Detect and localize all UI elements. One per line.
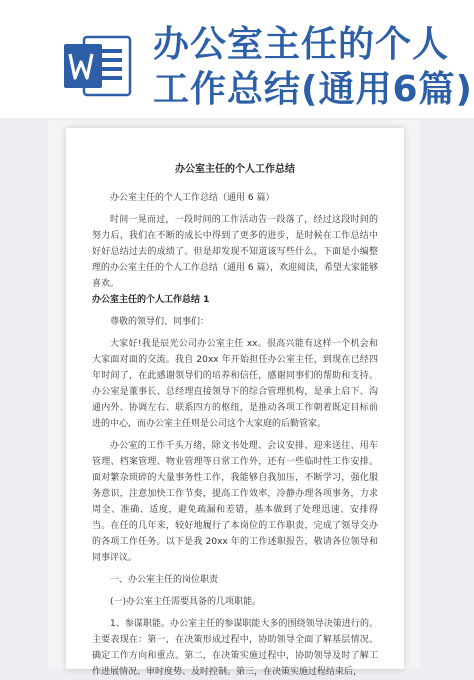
paragraph: 1、参谋职能。办公室主任的参谋职能大多的围绕领导决策进行的。主要表现在：第一，在决策形成过程中，协助领导全面了解基层情况、确定工作方向和重点。第二，在决策实施过程中，协助领导及时了解工作进展情况、审时度势、及时控制。第三，在决策实施过程结束后， xyxy=(92,619,378,677)
title-line-1: 办公室主任的个人 xyxy=(153,24,450,65)
document-body xyxy=(92,190,378,680)
paragraph: 大家好!我是辰光公司办公室主任 xx。很高兴能有这样一个机会和大家面对面的交流。我自 20xx 年开始担任办公室主任，到现在已经四年时间了，在此感谢领导们的培养和信任，感谢同事们的帮助和支持。办公室是董事长、总经理直接领导下的综合管理机构，是承上启下、沟通内外、协调左右、联系四方的枢纽，是推动各项工作朝着既定目标前进的中心，而办公室主任则是公司这个大家庭的后勤管家。 xyxy=(92,339,378,429)
paragraph: 办公室的工作千头万绪，除文书处理、会议安排、迎来送往、用车管理、档案管理、物业管理等日常工作外，还有一些临时性工作安排。面对繁杂琐碎的大量事务性工作，我能够自我加压，不断学习，强化服务意识，注意加快工作节奏，提高工作效率，冷静办理各项事务，力求周全、准确、适度，避免疏漏和差错，基本做到了处理迅速、安排得当。在任的几年来，较好地履行了本岗位的工作职责，完成了领导交办的各项工作任务。以下是我 20xx 年的工作述职报告，敬请各位领导和同事评议。 xyxy=(92,441,378,563)
section-heading: 办公室主任的个人工作总结 1 xyxy=(92,295,210,305)
title-line-2: 工作总结(通用6篇) xyxy=(153,69,473,110)
word-icon xyxy=(62,34,132,98)
paragraph: (一)办公室主任需要具备的几项职能。 xyxy=(110,597,262,607)
paragraph: 时间一晃而过，一段时间的工作活动告一段落了，经过这段时间的努力后，我们在不断的成长中得到了更多的进步，是时候在工作总结中好好总结过去的成绩了。但是却发现不知道该写些什么，下面是小编整理的办公室主任的个人工作总结（通用 6 篇），欢迎阅读，希望大家能够喜欢。 xyxy=(92,215,378,289)
document-page xyxy=(66,128,404,677)
document-title: 办公室主任的个人工作总结 xyxy=(175,164,295,175)
header-banner xyxy=(0,0,474,118)
page-title xyxy=(153,22,473,112)
paragraph: 尊敬的领导们、同事们： xyxy=(110,317,210,327)
paragraph: 一、办公室主任的岗位职责 xyxy=(110,575,219,585)
paragraph: 办公室主任的个人工作总结（通用 6 篇） xyxy=(110,193,275,203)
